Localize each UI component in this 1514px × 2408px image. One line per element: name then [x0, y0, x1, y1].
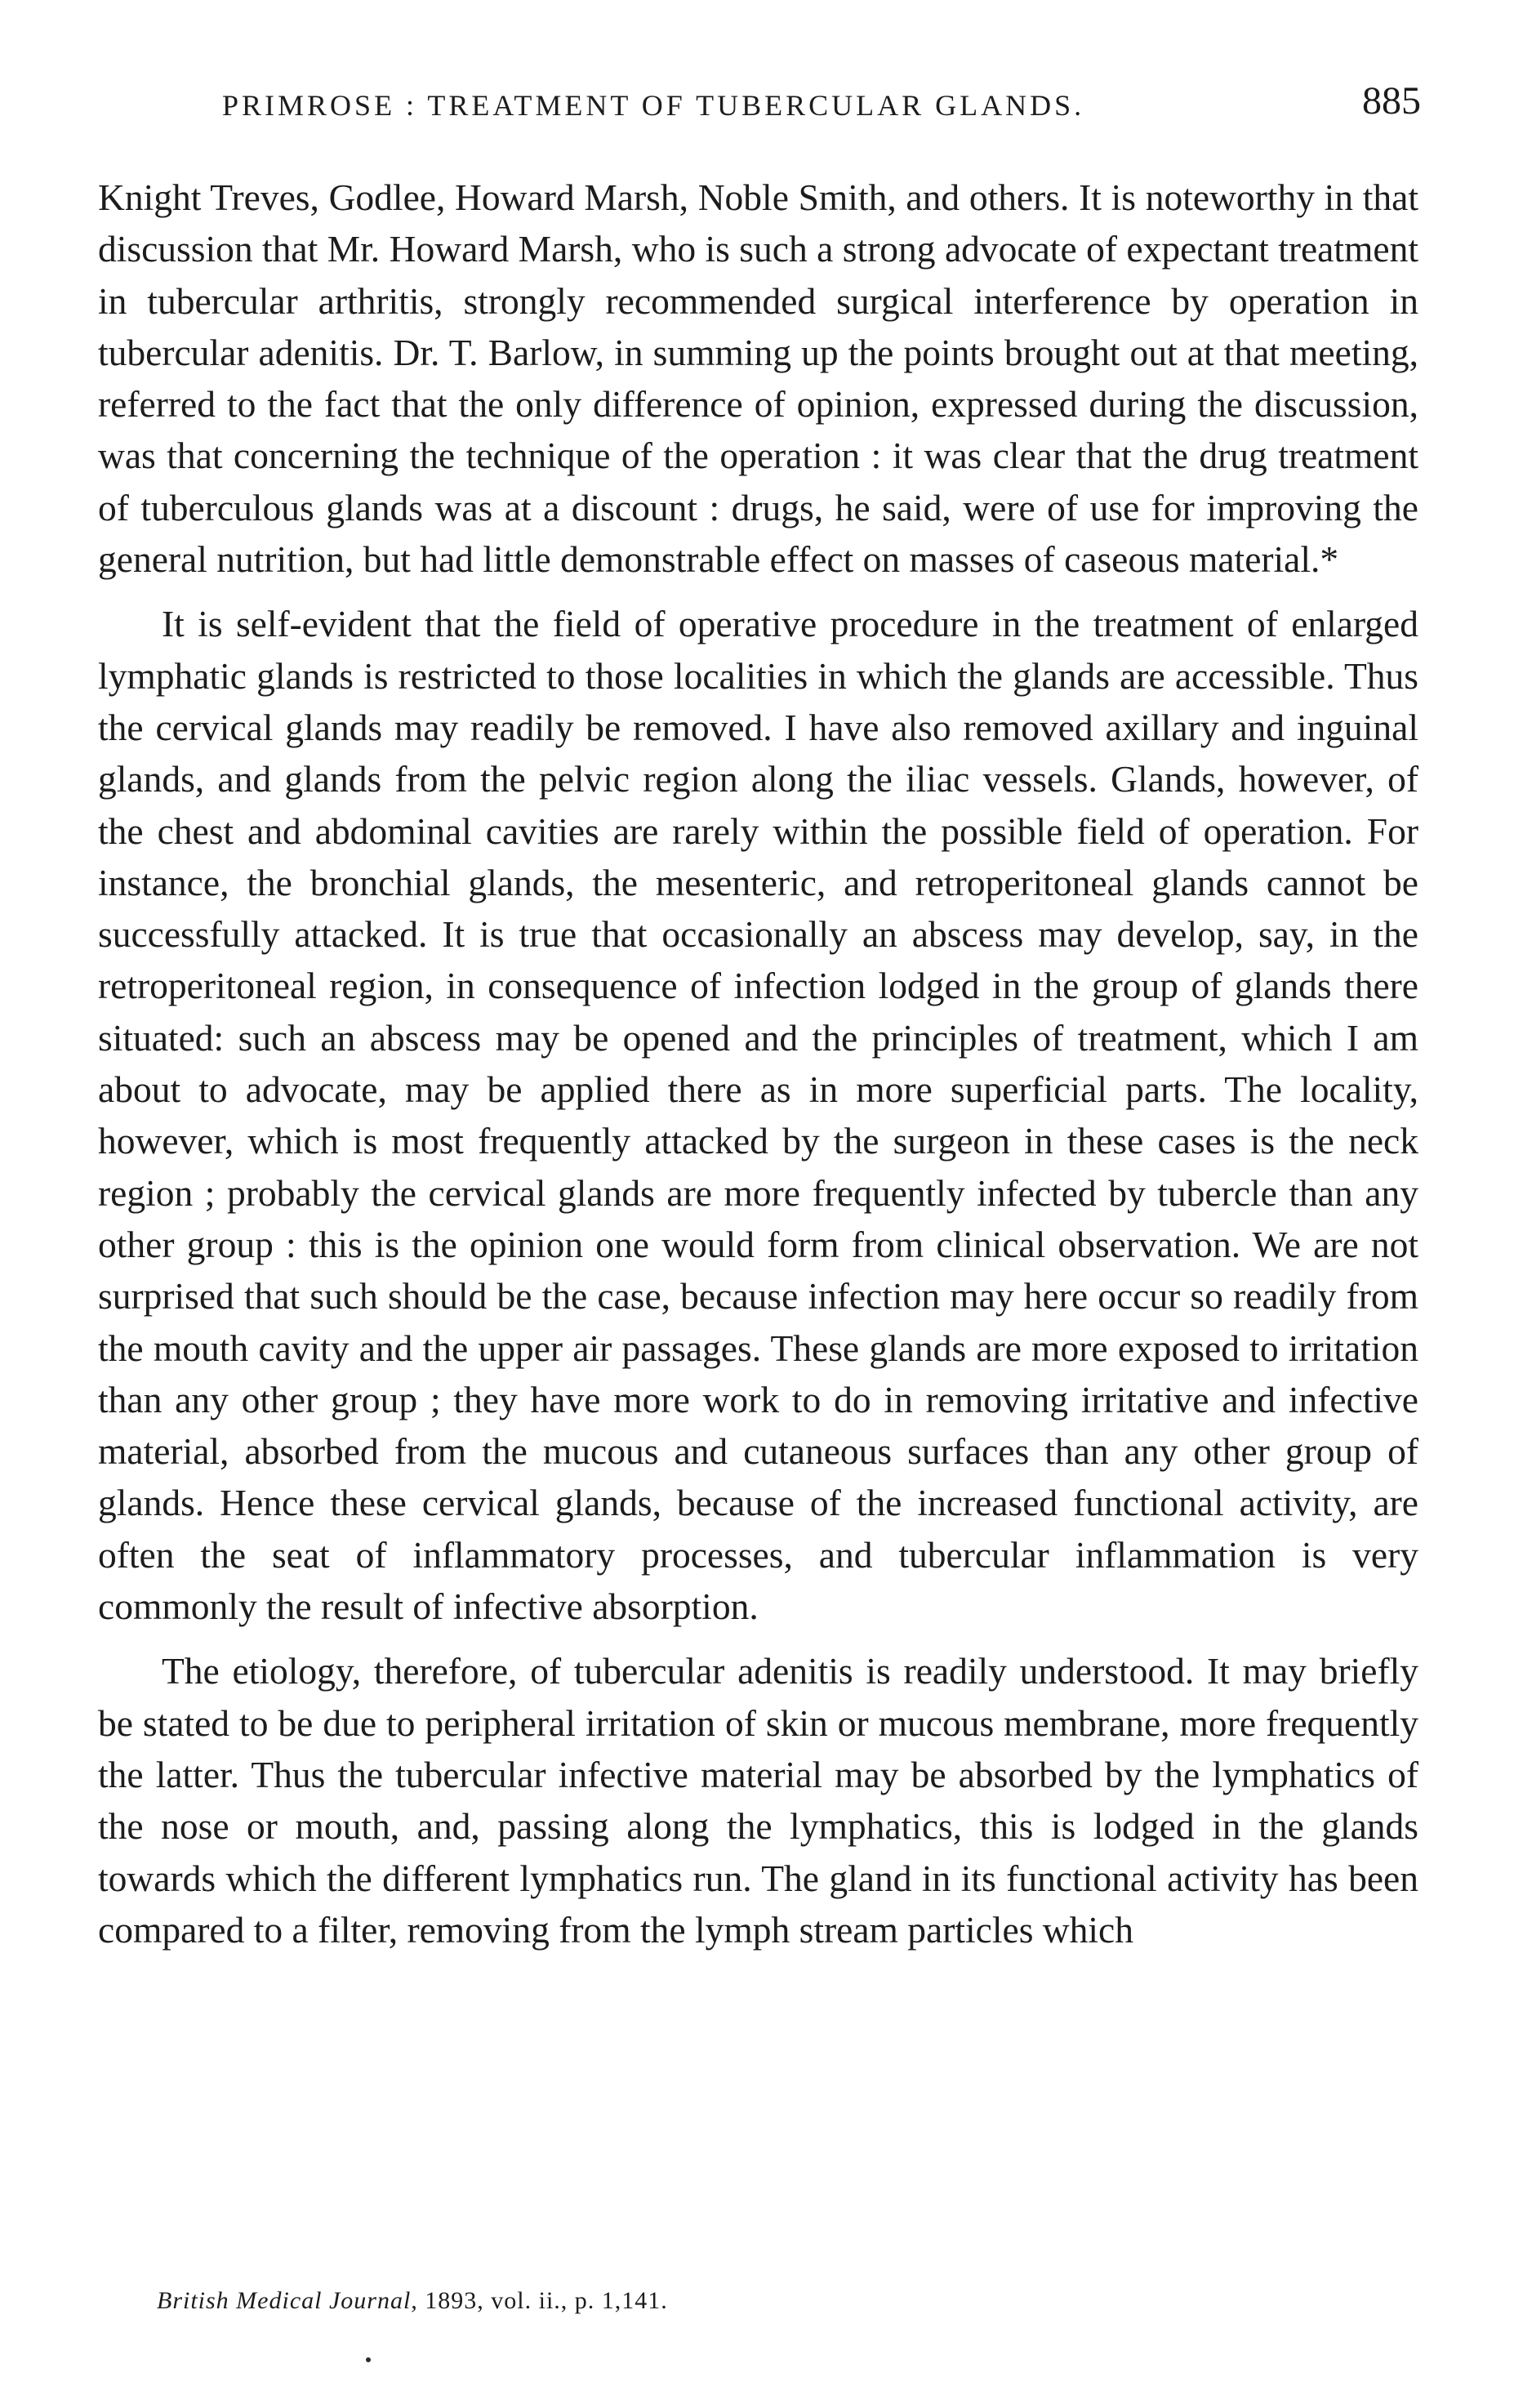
page-number: 885 — [1362, 79, 1421, 123]
page-header — [98, 78, 1421, 136]
footnote-citation: 1893, vol. ii., p. 1,141. — [417, 2287, 668, 2314]
footnote — [157, 2287, 668, 2315]
running-head: PRIMROSE : TREATMENT OF TUBERCULAR GLANDS. — [222, 89, 1085, 122]
paragraph-1: Knight Treves, Godlee, Howard Marsh, Noble Smith, and others. It is noteworthy in that discussion that Mr. Howard Marsh, who is such a strong advocate of expectant treatment in tubercular arthritis, strongly recommended surgical interference by operation in tubercular adenitis. Dr. T. Barlow, in summing up the points brought out at that meeting, referred to the fact that the only difference of opinion, expressed during the discussion, was that concerning the technique of the operation : it was clear that the drug treatment of tuberculous glands was at a discount : drugs, he said, were of use for improving the general nutrition, but had little demonstrable effect on masses of caseous material.* — [98, 176, 1418, 581]
body-text — [98, 172, 1418, 1955]
paragraph-2: It is self-evident that the field of operative procedure in the treatment of enlarged lymphatic glands is restricted to those localities in which the glands are accessible. Thus the cervical glands may readily be removed. I have also removed axillary and inguinal glands, and glands from the pelvic region along the iliac vessels. Glands, however, of the chest and abdominal cavities are rarely within the possible field of operation. For instance, the bronchial glands, the mesenteric, and retroperitoneal glands cannot be successfully attacked. It is true that occasionally an abscess may develop, say, in the retroperitoneal region, in consequence of infection lodged in the group of glands there situated: such an abscess may be opened and the principles of treatment, which I am about to advocate, may be applied there as in more superficial parts. The locality, however, which is most frequently attacked by the surgeon in these cases is the neck region ; probably the cervical glands are more frequently infected by tubercle than any other group : this is the opinion one would form from clinical observation. We are not surprised that such should be the case, because infection may here occur so readily from the mouth cavity and the upper air passages. These glands are more exposed to irritation than any other group ; they have more work to do in removing irritative and infective material, absorbed from the mucous and cutaneous surfaces than any other group of glands. Hence these cervical glands, because of the increased functional activity, are often the seat of inflammatory processes, and tubercular inflammation is very commonly the result of infective absorption. — [98, 603, 1418, 1628]
paragraph-3: The etiology, therefore, of tubercular adenitis is readily understood. It may briefly be stated to be due to peripheral irritation of skin or mucous membrane, more frequently the latter. Thus the tubercular infective material may be absorbed by the lymphatics of the nose or mouth, and, passing along the lymphatics, this is lodged in the glands towards which the different lymphatics run. The gland in its functional activity has been compared to a filter, removing from the lymph stream particles which — [98, 1650, 1418, 1951]
print-mark-dot — [366, 2357, 371, 2362]
footnote-journal: British Medical Journal, — [157, 2287, 418, 2314]
